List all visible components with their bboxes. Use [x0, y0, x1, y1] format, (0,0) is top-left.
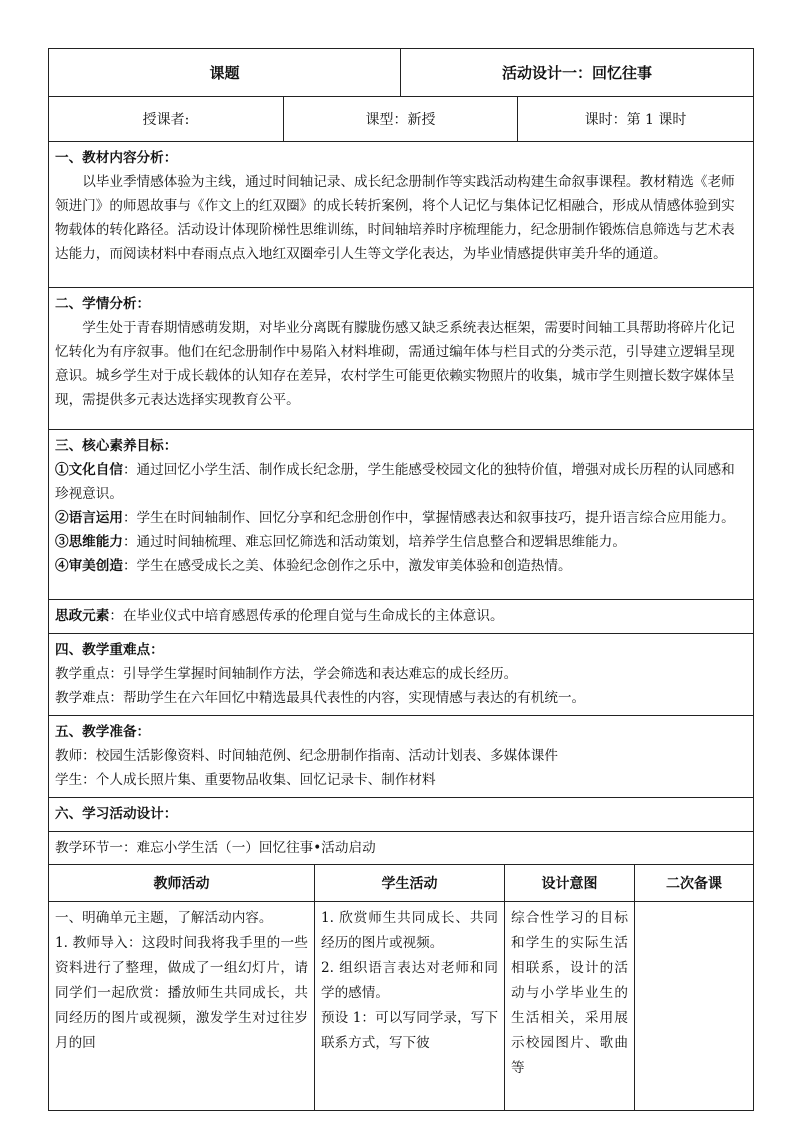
lesson-hours: 课时：第 1 课时 — [518, 97, 754, 142]
col-design-intent: 设计意图 — [505, 865, 635, 902]
key-point: 教学重点：引导学生掌握时间轴制作方法，学会筛选和表达难忘的成长经历。 — [55, 666, 518, 682]
student-activity-cell: 1. 欣赏师生共同成长、共同经历的图片或视频。 2. 组织语言表达对老师和同学的感情。 预设 1：可以写同学录，写下联系方式，写下彼 — [315, 902, 505, 1111]
section-heading: 一、教材内容分析： — [55, 150, 178, 166]
goal-label: ②语言运用 — [55, 510, 123, 526]
prep-teacher: 教师：校园生活影像资料、时间轴范例、纪念册制作指南、活动计划表、多媒体课件 — [55, 748, 558, 764]
topic-label: 课题 — [49, 49, 401, 97]
section-body: 以毕业季情感体验为主线，通过时间轴记录、成长纪念册制作等实践活动构建生命叙事课程。教材精选《老师领进门》的师恩故事与《作文上的红双圈》的成长转折案例，将个人记忆与集体记忆相融合，形成从情感体验到实物载体的转化路径。活动设计体现阶梯性思维训练，时间轴培养时序梳理能力，纪念册制作锻炼信息筛选与艺术表达能力，而阅读材料中春雨点点入地红双圈牵引人生等文学化表达，为毕业情感提供审美升华的通道。 — [55, 174, 735, 262]
section-content-analysis — [49, 142, 754, 288]
teaching-link: 教学环节一：难忘小学生活（一）回忆往事•活动启动 — [49, 832, 754, 865]
goal-text: ：学生在感受成长之美、体验纪念创作之乐中，激发审美体验和创造热情。 — [122, 558, 572, 574]
section-student-analysis — [49, 288, 754, 430]
section-activity-design — [49, 798, 754, 832]
section-core-goals — [49, 430, 754, 600]
lesson-plan-table — [48, 48, 754, 865]
section-preparation — [49, 716, 754, 798]
second-prep-cell[interactable] — [635, 902, 754, 1111]
section-heading: 二、学情分析： — [55, 296, 151, 312]
section-ideology — [49, 600, 754, 634]
lesson-type: 课型：新授 — [284, 97, 518, 142]
col-second-prep: 二次备课 — [635, 865, 754, 902]
teacher-activity-cell: 一、明确单元主题，了解活动内容。 1. 教师导入：这段时间我将我手里的一些资料进行了整理，做成了一组幻灯片，请同学们一起欣赏：播放师生共同成长，共同经历的图片或视频，激发学生对过往岁月的回 — [49, 902, 315, 1111]
col-teacher-activity: 教师活动 — [49, 865, 315, 902]
goal-item — [55, 506, 747, 530]
goal-item — [55, 530, 747, 554]
prep-student: 学生：个人成长照片集、重要物品收集、回忆记录卡、制作材料 — [55, 772, 436, 788]
teacher-label: 授课者: — [49, 97, 284, 142]
section-heading: 四、教学重难点： — [55, 642, 164, 658]
goal-text: ：学生在时间轴制作、回忆分享和纪念册创作中，掌握情感表达和叙事技巧，提升语言综合应用能力。 — [122, 510, 735, 526]
section-body: 学生处于青春期情感萌发期，对毕业分离既有朦胧伤感又缺乏系统表达框架，需要时间轴工具帮助将碎片化记忆转化为有序叙事。他们在纪念册制作中易陷入材料堆砌，需通过编年体与栏目式的分类示范，引导建立逻辑呈现意识。城乡学生对于成长载体的认知存在差异，农村学生可能更依赖实物照片的收集，城市学生则擅长数字媒体呈现，需提供多元表达选择实现教育公平。 — [55, 320, 735, 408]
goal-text: ：通过时间轴梳理、难忘回忆筛选和活动策划，培养学生信息整合和逻辑思维能力。 — [122, 534, 626, 550]
lesson-plan-page — [48, 48, 753, 1111]
ideology-text: ：在毕业仪式中培育感恩传承的伦理自觉与生命成长的主体意识。 — [109, 608, 504, 624]
difficult-point: 教学难点：帮助学生在六年回忆中精选最具代表性的内容，实现情感与表达的有机统一。 — [55, 690, 586, 706]
activity-table — [48, 865, 754, 1111]
design-intent-cell: 综合性学习的目标和学生的实际生活相联系，设计的活动与小学毕业生的生活相关，采用展示校园图片、歌曲等 — [505, 902, 635, 1111]
col-student-activity: 学生活动 — [315, 865, 505, 902]
section-key-points — [49, 634, 754, 716]
goal-item — [55, 458, 747, 506]
section-heading: 五、教学准备： — [55, 724, 151, 740]
section-heading: 三、核心素养目标： — [55, 438, 178, 454]
topic-value: 活动设计一：回忆往事 — [401, 49, 754, 97]
goal-item — [55, 554, 747, 578]
goal-label: ④审美创造 — [55, 558, 123, 574]
goal-label: ③思维能力 — [55, 534, 123, 550]
goal-text: ：通过回忆小学生活、制作成长纪念册，学生能感受校园文化的独特价值，增强对成长历程的认同感和珍视意识。 — [55, 462, 735, 502]
section-heading: 六、学习活动设计： — [55, 806, 178, 822]
ideology-label: 思政元素 — [55, 608, 110, 624]
goal-label: ①文化自信 — [55, 462, 123, 478]
